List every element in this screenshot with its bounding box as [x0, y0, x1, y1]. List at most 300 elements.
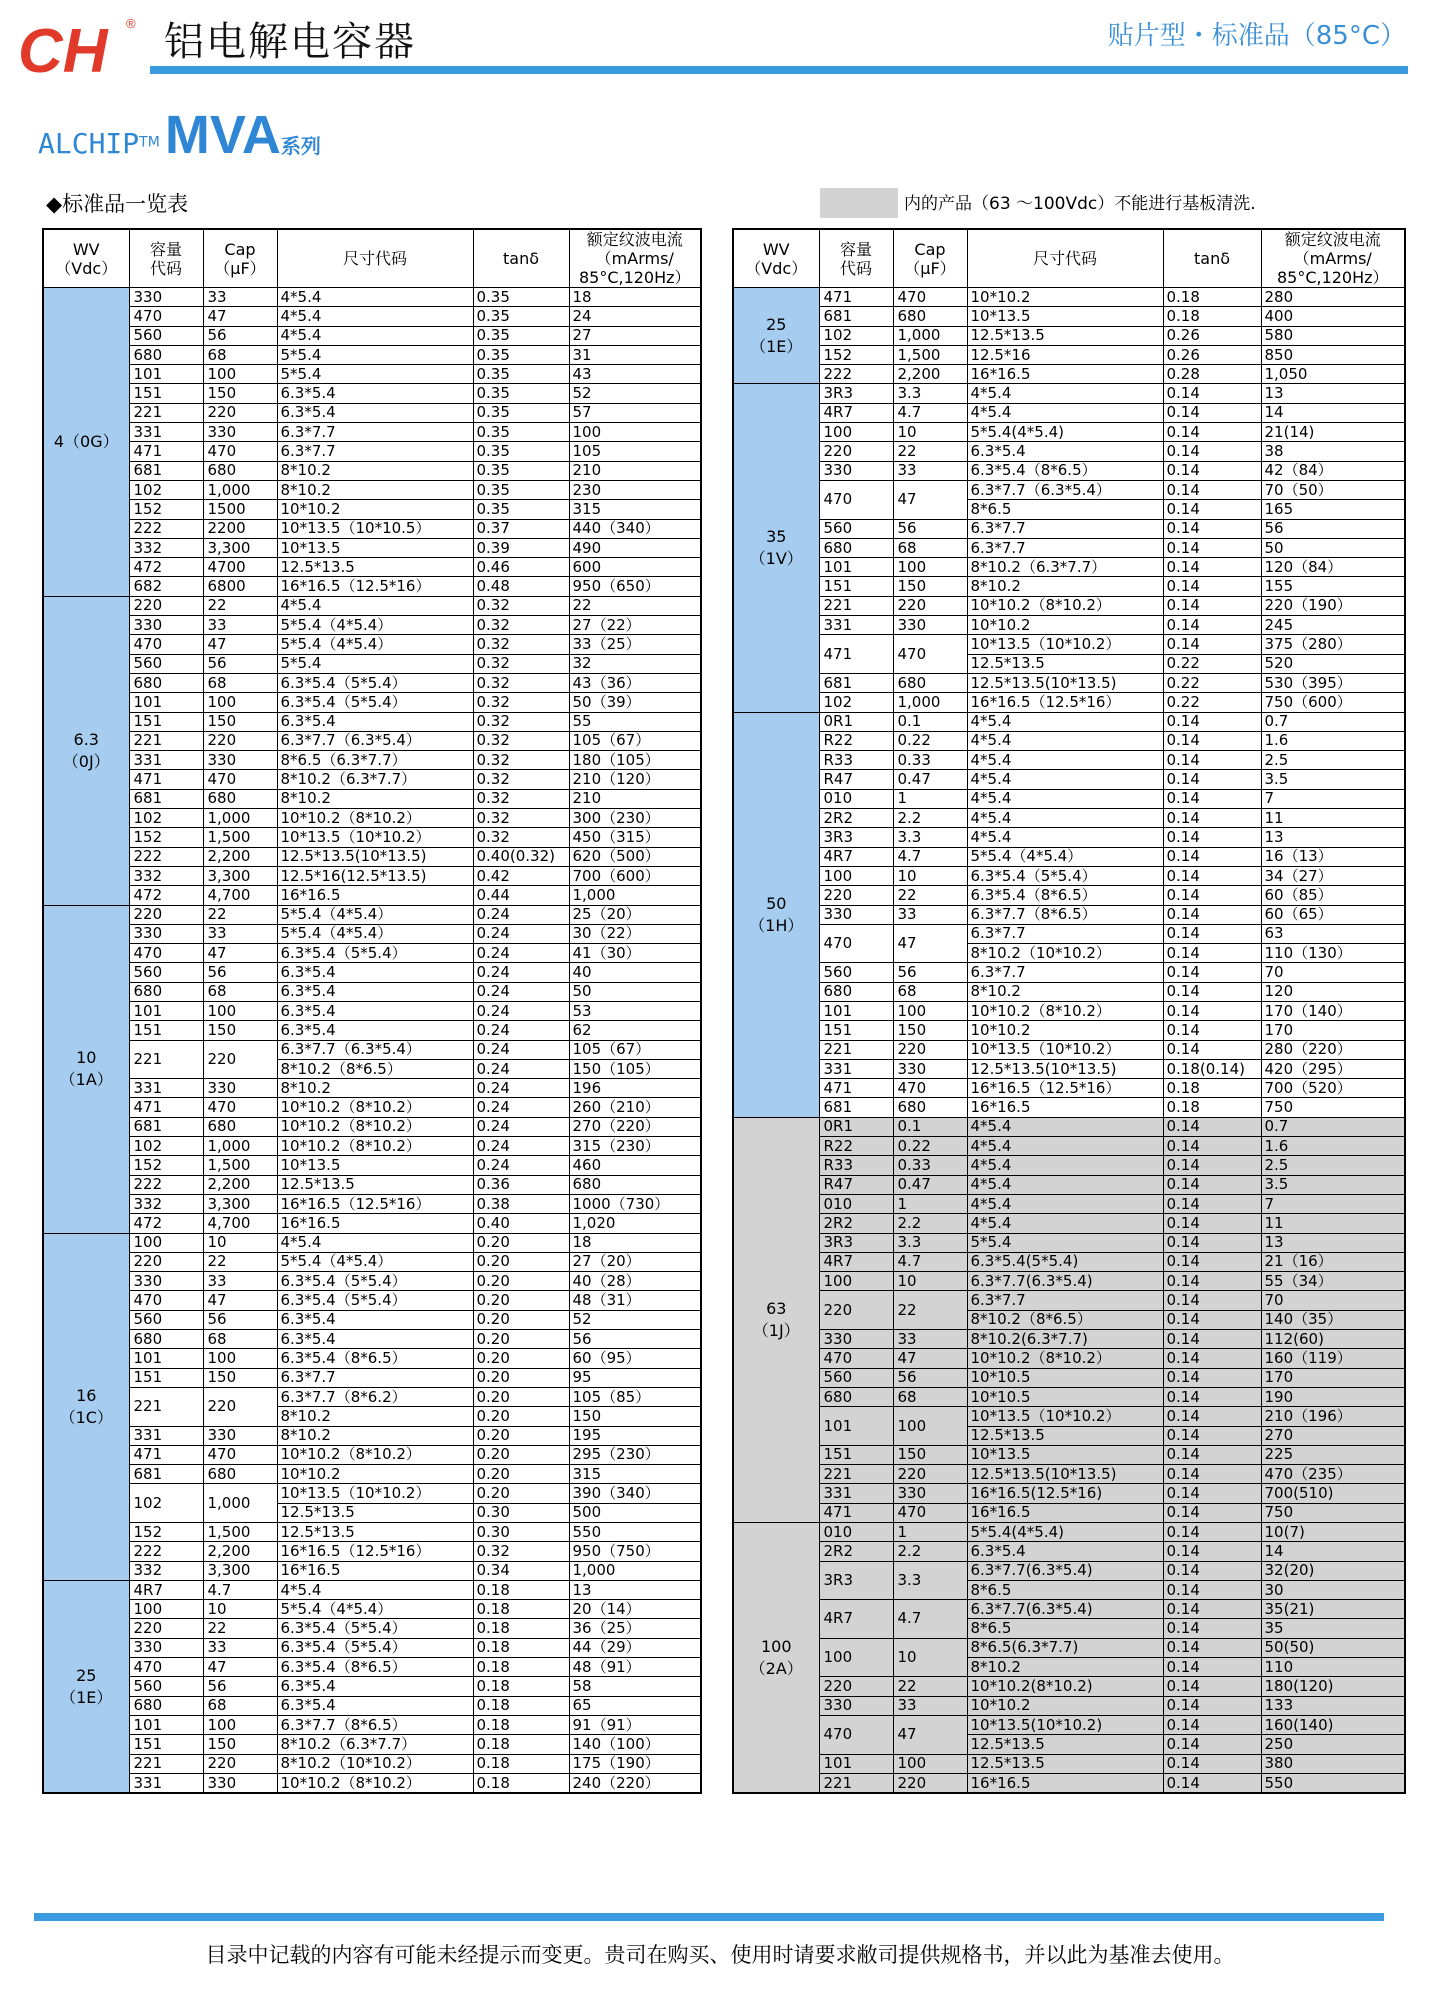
cell-capacitance: 330	[893, 1059, 967, 1078]
cell-capacitance: 470	[203, 1098, 277, 1117]
cell-cap-code: 151	[129, 1021, 203, 1040]
cell-tan-delta: 0.14	[1163, 558, 1261, 577]
cell-size-code: 4*5.4	[277, 307, 473, 326]
cell-tan-delta: 0.35	[473, 461, 569, 480]
cell-capacitance: 0.22	[893, 731, 967, 750]
cell-size-code: 5*5.4（4*5.4）	[277, 1252, 473, 1271]
cell-size-code: 6.3*7.7	[967, 924, 1163, 943]
table-row	[733, 403, 1405, 422]
table-row	[733, 905, 1405, 924]
cell-size-code: 5*5.4（4*5.4）	[967, 847, 1163, 866]
cell-ripple-current: 13	[1261, 1233, 1405, 1252]
cell-size-code: 16*16.5	[277, 886, 473, 905]
table-row	[43, 577, 701, 596]
cell-size-code: 6.3*5.4	[967, 1542, 1163, 1561]
cell-capacitance: 1,500	[203, 1523, 277, 1542]
cell-ripple-current: 30（22）	[569, 924, 701, 943]
col-header-code: 容量 代码	[129, 229, 203, 288]
cell-tan-delta: 0.20	[473, 1445, 569, 1464]
cell-cap-code: 680	[129, 982, 203, 1001]
cell-capacitance: 680	[203, 461, 277, 480]
cell-tan-delta: 0.14	[1163, 847, 1261, 866]
cell-size-code: 4*5.4	[277, 326, 473, 345]
cell-tan-delta: 0.14	[1163, 1252, 1261, 1271]
cell-capacitance: 330	[203, 751, 277, 770]
cell-size-code: 5*5.4（4*5.4）	[277, 1600, 473, 1619]
cell-tan-delta: 0.14	[1163, 731, 1261, 750]
table-row	[43, 596, 701, 615]
cell-size-code: 5*5.4（4*5.4）	[277, 905, 473, 924]
cell-tan-delta: 0.24	[473, 905, 569, 924]
cell-size-code: 6.3*7.7	[967, 963, 1163, 982]
cell-size-code: 6.3*7.7（6.3*5.4）	[277, 731, 473, 750]
cell-cap-code: 151	[129, 1368, 203, 1387]
cell-tan-delta: 0.35	[473, 442, 569, 461]
cell-cap-code: R22	[819, 731, 893, 750]
cell-size-code: 10*10.2（8*10.2）	[277, 1445, 473, 1464]
cell-capacitance: 680	[203, 789, 277, 808]
table-row	[733, 1445, 1405, 1464]
cell-size-code: 6.3*5.4	[277, 1001, 473, 1020]
cell-ripple-current: 13	[1261, 828, 1405, 847]
table-row	[43, 1445, 701, 1464]
cell-tan-delta: 0.14	[1163, 1156, 1261, 1175]
cell-tan-delta: 0.18	[473, 1773, 569, 1793]
cell-capacitance: 10	[893, 423, 967, 442]
cell-ripple-current: 133	[1261, 1696, 1405, 1715]
cell-cap-code: 2R2	[819, 1214, 893, 1233]
cell-capacitance: 100	[203, 365, 277, 384]
cell-cap-code: 560	[129, 654, 203, 673]
cell-tan-delta: 0.32	[473, 770, 569, 789]
table-row	[43, 616, 701, 635]
cell-ripple-current: 25（20）	[569, 905, 701, 924]
cell-tan-delta: 0.32	[473, 731, 569, 750]
table-row	[733, 1098, 1405, 1117]
cell-capacitance: 3.3	[893, 1233, 967, 1252]
cell-ripple-current: 170	[1261, 1021, 1405, 1040]
table-row	[43, 673, 701, 692]
cell-size-code: 4*5.4	[967, 828, 1163, 847]
cell-capacitance: 68	[203, 673, 277, 692]
cell-size-code: 12.5*13.5	[277, 1503, 473, 1522]
cell-capacitance: 2200	[203, 519, 277, 538]
cell-capacitance: 150	[203, 1735, 277, 1754]
cell-ripple-current: 112(60)	[1261, 1330, 1405, 1349]
cell-size-code: 6.3*5.4	[967, 442, 1163, 461]
cell-capacitance: 100	[893, 1001, 967, 1020]
cell-voltage: 63 （1J）	[733, 1117, 819, 1522]
table-row	[43, 1214, 701, 1233]
table-row	[43, 1773, 701, 1793]
table-row	[43, 1465, 701, 1484]
cell-cap-code: 222	[129, 519, 203, 538]
cell-cap-code: 470	[819, 1715, 893, 1754]
cell-cap-code: 100	[819, 1272, 893, 1291]
cell-ripple-current: 48（91）	[569, 1658, 701, 1677]
table-row	[43, 442, 701, 461]
cell-ripple-current: 2.5	[1261, 1156, 1405, 1175]
cell-voltage: 25 （1E）	[43, 1580, 129, 1793]
cell-tan-delta: 0.24	[473, 963, 569, 982]
table-row	[43, 1754, 701, 1773]
cell-voltage: 6.3 （0J）	[43, 596, 129, 905]
cell-size-code: 6.3*5.4（8*6.5）	[967, 461, 1163, 480]
cell-size-code: 10*13.5（10*10.2）	[967, 635, 1163, 654]
cell-tan-delta: 0.14	[1163, 538, 1261, 557]
cell-tan-delta: 0.40(0.32)	[473, 847, 569, 866]
table-row	[43, 558, 701, 577]
brand-logo	[16, 14, 144, 80]
cell-ripple-current: 65	[569, 1696, 701, 1715]
cell-ripple-current: 700（600）	[569, 866, 701, 885]
cell-ripple-current: 550	[1261, 1773, 1405, 1793]
cell-size-code: 6.3*5.4	[277, 1677, 473, 1696]
cell-cap-code: 222	[819, 365, 893, 384]
cell-ripple-current: 58	[569, 1677, 701, 1696]
cell-cap-code: 221	[819, 1040, 893, 1059]
cell-size-code: 4*5.4	[967, 1117, 1163, 1136]
table-row	[733, 712, 1405, 731]
cell-ripple-current: 700（520）	[1261, 1079, 1405, 1098]
cell-capacitance: 150	[203, 1368, 277, 1387]
cell-ripple-current: 155	[1261, 577, 1405, 596]
cell-tan-delta: 0.14	[1163, 1407, 1261, 1426]
cell-tan-delta: 0.14	[1163, 461, 1261, 480]
cell-cap-code: 680	[129, 345, 203, 364]
cell-capacitance: 220	[203, 403, 277, 422]
table-row	[733, 1754, 1405, 1773]
cell-cap-code: R33	[819, 751, 893, 770]
cell-tan-delta: 0.35	[473, 326, 569, 345]
cell-ripple-current: 110（130）	[1261, 944, 1405, 963]
cell-tan-delta: 0.28	[1163, 365, 1261, 384]
cell-voltage: 35 （1V）	[733, 384, 819, 712]
table-row	[43, 1658, 701, 1677]
cell-size-code: 6.3*5.4（8*6.5）	[277, 1349, 473, 1368]
cell-tan-delta: 0.20	[473, 1349, 569, 1368]
cell-size-code: 16*16.5	[967, 365, 1163, 384]
cell-size-code: 4*5.4	[967, 1175, 1163, 1194]
cell-tan-delta: 0.26	[1163, 326, 1261, 345]
cell-ripple-current: 70（50）	[1261, 480, 1405, 499]
cell-ripple-current: 160(140)	[1261, 1715, 1405, 1734]
cell-ripple-current: 300（230）	[569, 809, 701, 828]
cell-cap-code: 220	[129, 1252, 203, 1271]
cell-capacitance: 22	[893, 1291, 967, 1330]
cell-ripple-current: 1,020	[569, 1214, 701, 1233]
table-row	[43, 1715, 701, 1734]
cell-size-code: 12.5*13.5	[277, 1523, 473, 1542]
cell-tan-delta: 0.14	[1163, 1349, 1261, 1368]
table-row	[43, 1600, 701, 1619]
cell-size-code: 16*16.5（12.5*16）	[277, 1194, 473, 1213]
cell-cap-code: 330	[819, 905, 893, 924]
cell-capacitance: 68	[203, 345, 277, 364]
cell-tan-delta: 0.35	[473, 307, 569, 326]
cell-size-code: 12.5*13.5	[967, 1426, 1163, 1445]
cell-size-code: 10*13.5（10*10.2）	[967, 1407, 1163, 1426]
cell-capacitance: 2.2	[893, 1542, 967, 1561]
cell-size-code: 16*16.5	[967, 1773, 1163, 1793]
cell-tan-delta: 0.35	[473, 365, 569, 384]
cell-capacitance: 220	[893, 1773, 967, 1793]
cell-cap-code: 331	[819, 616, 893, 635]
series-title	[38, 104, 321, 165]
table-row	[733, 423, 1405, 442]
cell-ripple-current: 270	[1261, 1426, 1405, 1445]
cell-cap-code: 151	[129, 712, 203, 731]
table-row	[733, 365, 1405, 384]
cell-ripple-current: 210（196）	[1261, 1407, 1405, 1426]
table-row	[43, 345, 701, 364]
cell-capacitance: 4.7	[893, 847, 967, 866]
cell-capacitance: 220	[893, 596, 967, 615]
cell-cap-code: 101	[129, 693, 203, 712]
cell-size-code: 6.3*7.7(6.3*5.4)	[967, 1272, 1163, 1291]
cell-ripple-current: 750（600）	[1261, 693, 1405, 712]
cell-size-code: 6.3*5.4（5*5.4）	[277, 1272, 473, 1291]
cell-tan-delta: 0.14	[1163, 789, 1261, 808]
table-row	[43, 944, 701, 963]
cell-size-code: 10*13.5（10*10.5）	[277, 519, 473, 538]
cell-tan-delta: 0.32	[473, 635, 569, 654]
table-row	[43, 1696, 701, 1715]
cell-size-code: 4*5.4	[967, 1137, 1163, 1156]
cell-ripple-current: 50	[1261, 538, 1405, 557]
cell-ripple-current: 680	[569, 1175, 701, 1194]
cell-cap-code: 101	[129, 1001, 203, 1020]
cell-capacitance: 680	[203, 1117, 277, 1136]
cell-ripple-current: 195	[569, 1426, 701, 1445]
cell-cap-code: 102	[129, 1137, 203, 1156]
product-table-left	[42, 228, 702, 1794]
cell-tan-delta: 0.32	[473, 789, 569, 808]
cell-ripple-current: 33（25）	[569, 635, 701, 654]
table-row	[733, 1715, 1405, 1734]
table-row	[733, 1523, 1405, 1542]
cell-cap-code: 470	[129, 1658, 203, 1677]
cell-size-code: 16*16.5	[277, 1561, 473, 1580]
cell-ripple-current: 580	[1261, 326, 1405, 345]
cell-size-code: 8*10.2	[277, 461, 473, 480]
cell-size-code: 10*10.2（8*10.2）	[277, 1137, 473, 1156]
company-title: 铝电解电容器	[164, 19, 416, 65]
cell-ripple-current: 420（295）	[1261, 1059, 1405, 1078]
cell-cap-code: 100	[129, 1233, 203, 1252]
table-row	[43, 770, 701, 789]
cell-tan-delta: 0.14	[1163, 1194, 1261, 1213]
cell-size-code: 5*5.4	[277, 654, 473, 673]
cell-cap-code: 101	[129, 1715, 203, 1734]
cell-capacitance: 4.7	[203, 1580, 277, 1599]
cell-capacitance: 1,000	[893, 326, 967, 345]
cell-ripple-current: 10(7)	[1261, 1523, 1405, 1542]
cell-tan-delta: 0.34	[473, 1561, 569, 1580]
cell-cap-code: 152	[129, 1523, 203, 1542]
cell-cap-code: 560	[819, 519, 893, 538]
cell-capacitance: 2,200	[893, 365, 967, 384]
cell-ripple-current: 110	[1261, 1658, 1405, 1677]
cell-capacitance: 330	[203, 423, 277, 442]
cell-capacitance: 3,300	[203, 1194, 277, 1213]
cell-ripple-current: 315	[569, 500, 701, 519]
cell-tan-delta: 0.14	[1163, 866, 1261, 885]
cell-capacitance: 10	[893, 1638, 967, 1677]
cell-size-code: 8*6.5	[967, 1580, 1163, 1599]
cell-cap-code: 221	[129, 403, 203, 422]
cell-tan-delta: 0.24	[473, 944, 569, 963]
cell-capacitance: 2.2	[893, 1214, 967, 1233]
cell-cap-code: 151	[819, 577, 893, 596]
cell-cap-code: 100	[819, 1638, 893, 1677]
table-row	[43, 789, 701, 808]
cell-tan-delta: 0.14	[1163, 1542, 1261, 1561]
cell-tan-delta: 0.18(0.14)	[1163, 1059, 1261, 1078]
cell-size-code: 10*10.5	[967, 1387, 1163, 1406]
cell-ripple-current: 18	[569, 1233, 701, 1252]
cell-capacitance: 3.3	[893, 828, 967, 847]
product-category: 贴片型・标准品（85°C）	[1107, 21, 1406, 51]
table-row	[733, 1696, 1405, 1715]
table-row	[733, 1021, 1405, 1040]
cell-ripple-current: 315	[569, 1465, 701, 1484]
cell-capacitance: 6800	[203, 577, 277, 596]
cell-capacitance: 470	[203, 442, 277, 461]
cell-capacitance: 100	[203, 1715, 277, 1734]
cell-ripple-current: 63	[1261, 924, 1405, 943]
cell-cap-code: 330	[129, 1638, 203, 1657]
cell-ripple-current: 52	[569, 384, 701, 403]
cell-cap-code: 152	[129, 1156, 203, 1175]
cell-tan-delta: 0.36	[473, 1175, 569, 1194]
table-row	[733, 1079, 1405, 1098]
cell-ripple-current: 210	[569, 461, 701, 480]
cell-capacitance: 68	[203, 982, 277, 1001]
table-row	[43, 365, 701, 384]
cell-cap-code: 332	[129, 1561, 203, 1580]
cell-capacitance: 22	[893, 442, 967, 461]
cell-size-code: 6.3*7.7（8*6.5）	[967, 905, 1163, 924]
cell-capacitance: 1500	[203, 500, 277, 519]
cell-ripple-current: 7	[1261, 789, 1405, 808]
cell-ripple-current: 850	[1261, 345, 1405, 364]
cell-capacitance: 1,000	[203, 1137, 277, 1156]
cell-capacitance: 0.33	[893, 1156, 967, 1175]
cell-tan-delta: 0.18	[1163, 307, 1261, 326]
table-row	[733, 345, 1405, 364]
table-row	[733, 1503, 1405, 1522]
cell-tan-delta: 0.14	[1163, 1619, 1261, 1638]
cell-cap-code: 220	[129, 596, 203, 615]
cell-tan-delta: 0.20	[473, 1233, 569, 1252]
cell-ripple-current: 42（84）	[1261, 461, 1405, 480]
cell-size-code: 8*10.2	[277, 480, 473, 499]
cell-tan-delta: 0.35	[473, 403, 569, 422]
cell-size-code: 8*10.2（10*10.2）	[277, 1754, 473, 1773]
cell-cap-code: 222	[129, 847, 203, 866]
table-row	[733, 1156, 1405, 1175]
cell-ripple-current: 530（395）	[1261, 673, 1405, 692]
cell-ripple-current: 196	[569, 1079, 701, 1098]
cell-size-code: 10*10.2	[277, 1465, 473, 1484]
cell-cap-code: 010	[819, 789, 893, 808]
cell-cap-code: 221	[129, 1387, 203, 1426]
table-row	[733, 1175, 1405, 1194]
cell-cap-code: 330	[819, 461, 893, 480]
cell-ripple-current: 1,000	[569, 886, 701, 905]
cell-ripple-current: 375（280）	[1261, 635, 1405, 654]
cell-cap-code: 3R3	[819, 1233, 893, 1252]
table-row	[43, 1040, 701, 1059]
cell-size-code: 16*16.5	[967, 1503, 1163, 1522]
cell-capacitance: 1,000	[893, 693, 967, 712]
cell-cap-code: 3R3	[819, 828, 893, 847]
table-row	[43, 1542, 701, 1561]
cell-capacitance: 470	[893, 1079, 967, 1098]
table-row	[43, 847, 701, 866]
cell-ripple-current: 700(510)	[1261, 1484, 1405, 1503]
cell-size-code: 4*5.4	[967, 384, 1163, 403]
cell-size-code: 10*10.2	[967, 288, 1163, 307]
table-row	[43, 519, 701, 538]
table-row	[43, 828, 701, 847]
cell-ripple-current: 34（27）	[1261, 866, 1405, 885]
cell-capacitance: 100	[203, 1349, 277, 1368]
cell-size-code: 4*5.4	[967, 731, 1163, 750]
cell-capacitance: 680	[203, 1465, 277, 1484]
cell-size-code: 10*13.5(10*10.2)	[967, 1715, 1163, 1734]
cell-capacitance: 1	[893, 1523, 967, 1542]
cell-ripple-current: 380	[1261, 1754, 1405, 1773]
cell-size-code: 6.3*7.7（6.3*5.4）	[967, 480, 1163, 499]
cell-capacitance: 0.1	[893, 1117, 967, 1136]
cell-cap-code: 560	[129, 1310, 203, 1329]
cell-ripple-current: 250	[1261, 1735, 1405, 1754]
cell-cap-code: 222	[129, 1542, 203, 1561]
cell-ripple-current: 230	[569, 480, 701, 499]
cell-size-code: 8*10.2	[967, 577, 1163, 596]
cell-cap-code: 102	[819, 693, 893, 712]
cell-size-code: 6.3*5.4（8*6.5）	[277, 1658, 473, 1677]
cell-voltage: 50 （1H）	[733, 712, 819, 1117]
cell-cap-code: 330	[819, 1696, 893, 1715]
cell-cap-code: 330	[129, 1272, 203, 1291]
cell-ripple-current: 43	[569, 365, 701, 384]
cell-cap-code: 102	[819, 326, 893, 345]
cell-tan-delta: 0.14	[1163, 616, 1261, 635]
cell-ripple-current: 43（36）	[569, 673, 701, 692]
cell-tan-delta: 0.32	[473, 654, 569, 673]
cell-voltage: 10 （1A）	[43, 905, 129, 1233]
table-row	[43, 731, 701, 750]
cell-ripple-current: 30	[1261, 1580, 1405, 1599]
table-row	[733, 693, 1405, 712]
cell-capacitance: 100	[203, 1001, 277, 1020]
table-row	[43, 924, 701, 943]
cell-capacitance: 56	[893, 519, 967, 538]
cell-size-code: 4*5.4	[967, 770, 1163, 789]
cell-size-code: 8*10.2（10*10.2）	[967, 944, 1163, 963]
cell-size-code: 10*10.2（8*10.2）	[277, 1773, 473, 1793]
cell-tan-delta: 0.18	[473, 1580, 569, 1599]
cell-size-code: 10*10.2（8*10.2）	[967, 596, 1163, 615]
cell-tan-delta: 0.18	[473, 1638, 569, 1657]
table-row	[733, 886, 1405, 905]
cell-size-code: 6.3*5.4（5*5.4）	[277, 944, 473, 963]
cell-cap-code: 100	[129, 1600, 203, 1619]
cell-cap-code: 471	[129, 1445, 203, 1464]
